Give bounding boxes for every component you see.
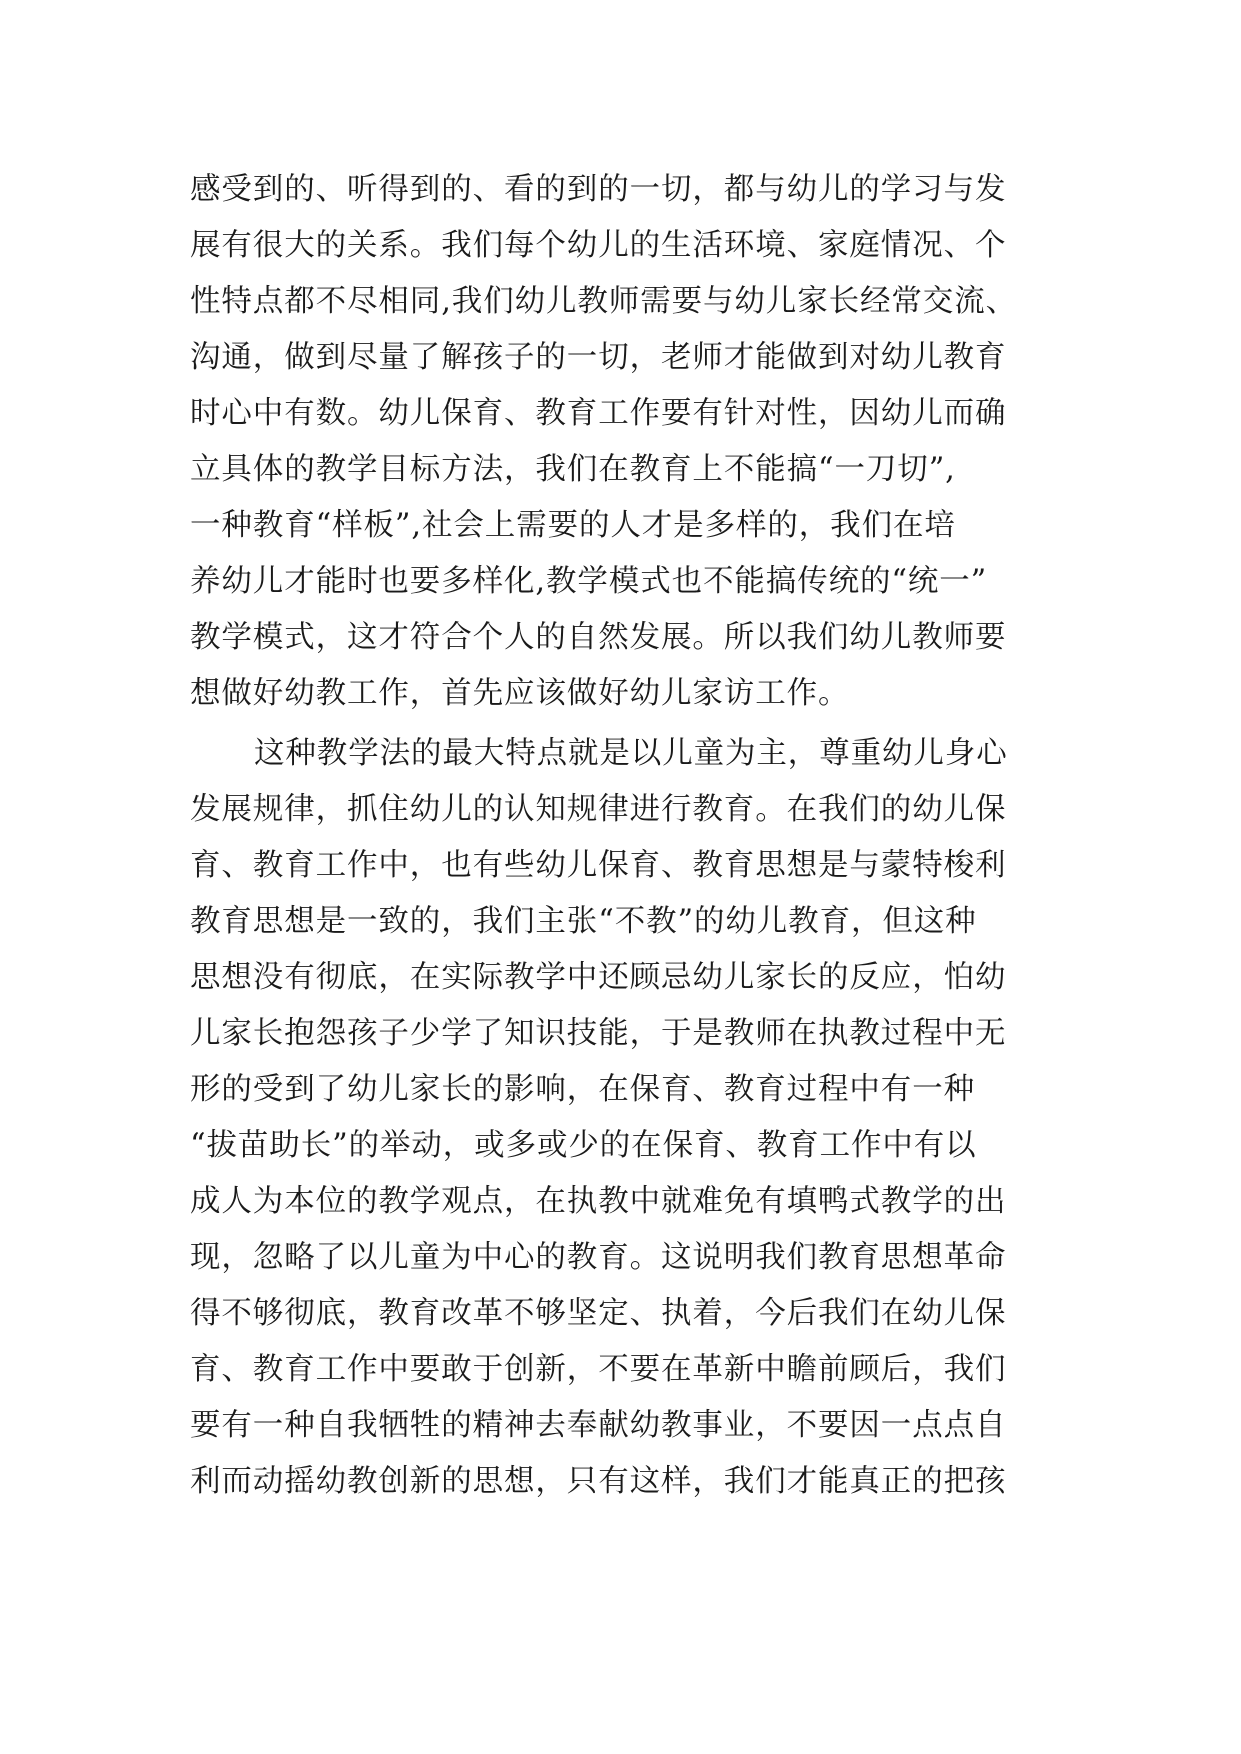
text-line: 立具体的教学目标方法，我们在教育上不能搞“一刀切”, bbox=[190, 452, 956, 487]
text-line: 性特点都不尽相同,我们幼儿教师需要与幼儿家长经常交流、 bbox=[190, 284, 1017, 319]
text-line: 展有很大的关系。我们每个幼儿的生活环境、家庭情况、个 bbox=[190, 228, 1007, 263]
text-line: “拔苗助长”的举动，或多或少的在保育、教育工作中有以 bbox=[190, 1128, 977, 1163]
text-line: 要有一种自我牺牲的精神去奉献幼教事业，不要因一点点自 bbox=[190, 1408, 1007, 1443]
text-line: 思想没有彻底，在实际教学中还顾忌幼儿家长的反应，怕幼 bbox=[190, 960, 1007, 995]
text-line: 育、教育工作中，也有些幼儿保育、教育思想是与蒙特梭利 bbox=[190, 848, 1007, 883]
text-line: 育、教育工作中要敢于创新，不要在革新中瞻前顾后，我们 bbox=[190, 1352, 1007, 1387]
text-line: 得不够彻底，教育改革不够坚定、执着，今后我们在幼儿保 bbox=[190, 1296, 1007, 1331]
text-line: 教学模式，这才符合个人的自然发展。所以我们幼儿教师要 bbox=[190, 620, 1007, 655]
text-line: 感受到的、听得到的、看的到的一切，都与幼儿的学习与发 bbox=[190, 172, 1007, 207]
text-line: 教育思想是一致的，我们主张“不教”的幼儿教育，但这种 bbox=[190, 904, 977, 939]
paragraph-1 bbox=[190, 162, 1090, 722]
text-line: 利而动摇幼教创新的思想，只有这样，我们才能真正的把孩 bbox=[190, 1464, 1007, 1499]
text-line: 成人为本位的教学观点，在执教中就难免有填鸭式教学的出 bbox=[190, 1184, 1007, 1219]
text-line: 想做好幼教工作，首先应该做好幼儿家访工作。 bbox=[190, 676, 850, 711]
text-line: 现，忽略了以儿童为中心的教育。这说明我们教育思想革命 bbox=[190, 1240, 1007, 1275]
text-line: 沟通，做到尽量了解孩子的一切，老师才能做到对幼儿教育 bbox=[190, 340, 1007, 375]
text-line: 发展规律，抓住幼儿的认知规律进行教育。在我们的幼儿保 bbox=[190, 792, 1007, 827]
document-body bbox=[190, 162, 1090, 1510]
text-line: 儿家长抱怨孩子少学了知识技能，于是教师在执教过程中无 bbox=[190, 1016, 1007, 1051]
text-line: 一种教育“样板”,社会上需要的人才是多样的，我们在培 bbox=[190, 508, 956, 543]
text-line: 形的受到了幼儿家长的影响，在保育、教育过程中有一种 bbox=[190, 1072, 975, 1107]
text-line: 养幼儿才能时也要多样化,教学模式也不能搞传统的“统一” bbox=[190, 564, 988, 599]
text-line: 时心中有数。幼儿保育、教育工作要有针对性，因幼儿而确 bbox=[190, 396, 1007, 431]
paragraph-2 bbox=[190, 726, 1090, 1510]
text-line: 这种教学法的最大特点就是以儿童为主，尊重幼儿身心 bbox=[254, 736, 1008, 771]
